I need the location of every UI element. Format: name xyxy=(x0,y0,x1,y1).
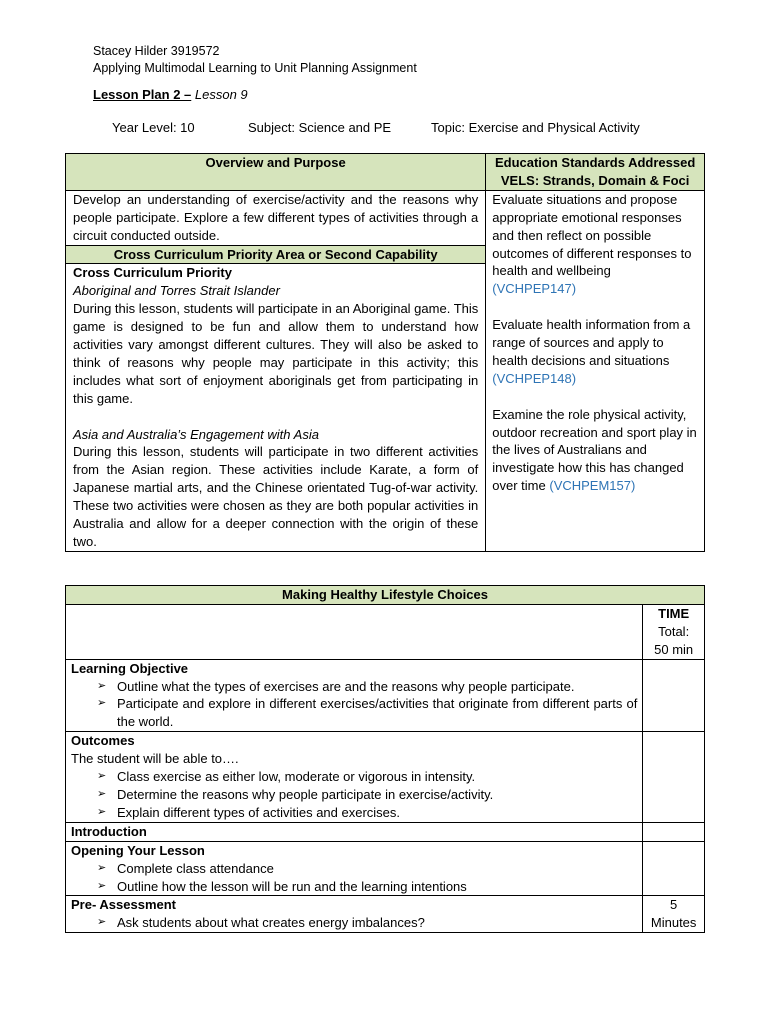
introduction-time xyxy=(643,822,705,841)
cross-curriculum-cell xyxy=(66,264,486,551)
pre-assessment-time xyxy=(643,896,705,933)
year-level: Year Level: 10 xyxy=(112,120,195,135)
objective-item xyxy=(71,678,637,696)
standard-2-text: Evaluate health information from a range of sources and apply to health decisions and situations xyxy=(492,317,691,368)
objective-item xyxy=(71,695,637,731)
standard-3-code[interactable]: (VCHPEM157) xyxy=(549,478,636,494)
asia-title: Asia and Australia’s Engagement with Asia xyxy=(73,426,319,442)
arrow-bullet-icon: ➢ xyxy=(97,679,107,692)
standard-1-text: Evaluate situations and propose appropriate emotional responses and then reflect on possible outcomes of different responses to health and wellbeing xyxy=(492,191,692,279)
assignment-line: Applying Multimodal Learning to Unit Planning Assignment xyxy=(93,61,417,75)
arrow-bullet-icon: ➢ xyxy=(97,879,107,892)
asia-text: During this lesson, students will participate in two different activities from the Asian region. These activities include Karate, a form of Japanese martial arts, and the Chinese orientated Tug-of-war activity. These two activities were chosen as they are both popular activities in Australia and allow for a deeper connection with the origin of these two. xyxy=(73,444,479,550)
standards-header xyxy=(486,154,705,191)
pre-assessment-title: Pre- Assessment xyxy=(71,897,177,913)
arrow-bullet-icon: ➢ xyxy=(97,697,107,710)
aboriginal-text: During this lesson, students will participate in an Aboriginal game. This game is designed to be fun and allow them to understand how activities vary amongst different cultures. They will also be asked to think of reasons why people may participate in this activity; this includes what sort of enjoyment aboriginals get from participating in this game. xyxy=(73,301,479,406)
outcomes-title: Outcomes xyxy=(71,733,135,749)
opening-item xyxy=(71,878,637,896)
outcomes-cell xyxy=(66,732,643,823)
opening-2: Outline how the lesson will be run and the learning intentions xyxy=(117,878,467,894)
opening-item xyxy=(71,860,637,878)
pre-assessment-cell xyxy=(66,896,643,933)
introduction-title: Introduction xyxy=(71,823,147,839)
time-label: TIME xyxy=(658,605,690,621)
standard-1-code[interactable]: (VCHPEP147) xyxy=(492,281,577,297)
outcomes-time xyxy=(643,732,705,823)
overview-table xyxy=(65,153,705,552)
overview-header xyxy=(66,154,486,191)
objective-title: Learning Objective xyxy=(71,660,189,676)
objective-1: Outline what the types of exercises are and the reasons why people participate. xyxy=(117,678,575,694)
pre-assessment-1: Ask students about what creates energy imbalances? xyxy=(117,915,425,931)
overview-text: Develop an understanding of exercise/activity and the reasons why people participate. Explore a few different types of activities through a circuit conducted outside. xyxy=(66,190,486,245)
cross-curriculum-title: Cross Curriculum Priority xyxy=(73,265,232,281)
arrow-bullet-icon: ➢ xyxy=(97,861,107,874)
opening-1: Complete class attendance xyxy=(117,860,274,876)
outcome-item xyxy=(71,804,637,822)
outcome-3: Explain different types of activities and exercises. xyxy=(117,804,401,820)
aboriginal-title: Aboriginal and Torres Strait Islander xyxy=(73,283,280,299)
arrow-bullet-icon: ➢ xyxy=(97,787,107,800)
overview-header-text: Overview and Purpose xyxy=(205,155,346,170)
time-header xyxy=(643,604,705,659)
subject: Subject: Science and PE xyxy=(248,120,392,135)
outcome-1: Class exercise as either low, moderate or vigorous in intensity. xyxy=(117,769,476,785)
standard-2-code[interactable]: (VCHPEP148) xyxy=(492,370,577,386)
cross-curriculum-header-text: Cross Curriculum Priority Area or Second Capability xyxy=(113,246,438,262)
cross-curriculum-header xyxy=(66,245,486,264)
objective-cell xyxy=(66,659,643,732)
standard-3-text: Examine the role physical activity, outdoor recreation and sport play in the lives of Australians and investigate how this has changed over time xyxy=(492,406,697,494)
standard-1 xyxy=(492,191,698,298)
arrow-bullet-icon: ➢ xyxy=(97,805,107,818)
objective-2: Participate and explore in different exercises/activities that originate from different parts of the world. xyxy=(117,696,638,730)
lifestyle-title-text: Making Healthy Lifestyle Choices xyxy=(282,587,488,602)
outcome-2: Determine the reasons why people participate in exercise/activity. xyxy=(117,786,494,802)
blank-cell xyxy=(66,604,643,659)
arrow-bullet-icon: ➢ xyxy=(97,916,107,929)
time-total: Total: xyxy=(658,623,690,639)
pre-time-number: 5 xyxy=(670,897,678,913)
author-line: Stacey Hilder 3919572 xyxy=(93,44,220,58)
standards-cell xyxy=(486,190,705,551)
lesson-plan-label: Lesson Plan 2 – xyxy=(93,87,192,102)
outcomes-intro: The student will be able to…. xyxy=(71,751,239,767)
standards-header-line-1: Education Standards Addressed xyxy=(494,155,696,170)
pre-time-unit: Minutes xyxy=(650,915,697,931)
outcome-item xyxy=(71,786,637,804)
opening-time xyxy=(643,841,705,896)
standard-2 xyxy=(492,316,698,388)
standards-header-line-2: VELS: Strands, Domain & Foci xyxy=(500,172,690,188)
introduction-cell xyxy=(66,822,643,841)
arrow-bullet-icon: ➢ xyxy=(97,770,107,783)
outcome-item xyxy=(71,768,637,786)
standard-3 xyxy=(492,406,698,496)
opening-title: Opening Your Lesson xyxy=(71,842,205,858)
lifestyle-title xyxy=(66,586,705,605)
opening-cell xyxy=(66,841,643,896)
objective-time xyxy=(643,659,705,732)
topic: Topic: Exercise and Physical Activity xyxy=(431,120,640,135)
lifestyle-table xyxy=(65,585,705,933)
pre-assessment-item xyxy=(71,914,637,932)
lesson-plan-title xyxy=(93,87,248,102)
time-value: 50 min xyxy=(654,641,694,657)
lesson-number: Lesson 9 xyxy=(194,87,248,102)
